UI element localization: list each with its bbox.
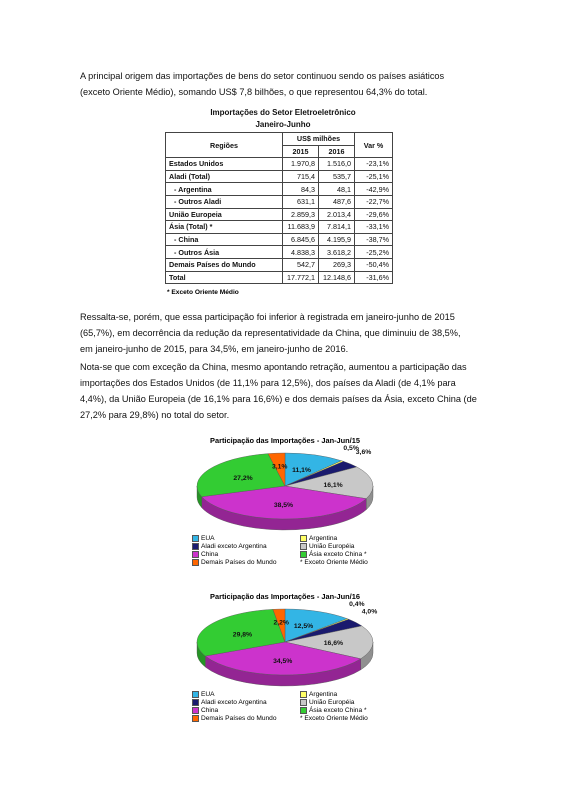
value-2016: 7.814,1	[319, 221, 355, 234]
value-var: -22,7%	[355, 195, 393, 208]
legend-swatch	[300, 707, 307, 714]
legend-swatch	[300, 551, 307, 558]
legend-label: EUA	[201, 691, 215, 698]
header-regions: Regiões	[166, 133, 283, 158]
value-2016: 48,1	[319, 183, 355, 196]
legend-swatch	[192, 715, 199, 722]
value-var: -25,1%	[355, 170, 393, 183]
legend-swatch	[300, 699, 307, 706]
legend-item-note	[300, 558, 368, 568]
paragraph-line: Nota-se que com exceção da China, mesmo apontando retração, aumentou a participação das	[80, 362, 467, 372]
legend-swatch	[192, 535, 199, 542]
legend-label: EUA	[201, 535, 215, 542]
row-label: - Outros Aladi	[166, 195, 283, 208]
table-title: Importações do Setor Eletroeletrônico	[210, 108, 356, 117]
table-row	[166, 271, 393, 284]
row-label: Total	[166, 271, 283, 284]
value-2015: 17.772,1	[283, 271, 319, 284]
legend-label: * Exceto Oriente Médio	[300, 715, 368, 722]
legend-label: Ásia exceto China *	[309, 551, 367, 558]
table-subtitle: Janeiro-Junho	[255, 120, 311, 129]
value-var: -25,2%	[355, 246, 393, 259]
paragraph-note	[80, 359, 500, 423]
value-var: -42,9%	[355, 183, 393, 196]
pie-svg	[180, 446, 390, 541]
pie-label-demais: 2,2%	[273, 619, 289, 627]
header-2016: 2016	[319, 145, 355, 158]
legend-label: Ásia exceto China *	[309, 707, 367, 714]
legend-swatch	[192, 699, 199, 706]
pie-label-asia: 27,2%	[233, 474, 253, 482]
row-label: Ásia (Total) *	[166, 221, 283, 234]
paragraph-line: em janeiro-junho de 2015, para 34,5%, em janeiro-junho de 2016.	[80, 344, 349, 354]
pie-label-argentina: 0,4%	[349, 601, 365, 608]
value-2015: 715,4	[283, 170, 319, 183]
paragraph-share	[80, 309, 500, 357]
imports-table	[165, 132, 393, 284]
legend-swatch	[300, 691, 307, 698]
row-label: União Europeia	[166, 208, 283, 221]
legend-label: União Européia	[309, 543, 355, 550]
value-2015: 6.845,6	[283, 233, 319, 246]
value-var: -50,4%	[355, 258, 393, 271]
paragraph-line: (exceto Oriente Médio), somando US$ 7,8 bilhões, o que representou 64,3% do total.	[80, 87, 428, 97]
pie-label-aladi: 3,6%	[355, 449, 372, 457]
chart-legend	[192, 690, 392, 730]
pie-chart-2016	[180, 592, 390, 732]
pie-label-demais: 3,1%	[271, 463, 288, 471]
legend-label: Aladi exceto Argentina	[201, 699, 267, 706]
row-label: Demais Países do Mundo	[166, 258, 283, 271]
pie-label-ue: 16,1%	[323, 481, 343, 489]
table-row	[166, 195, 393, 208]
paragraph-line: A principal origem das importações de bens do setor continuou sendo os países asiáticos	[80, 71, 445, 81]
paragraph-line: 4,4%), da União Europeia (de 16,1% para 16,6%) e dos demais países da Ásia, exceto China (de	[80, 394, 477, 404]
pie-label-asia: 29,8%	[232, 631, 253, 639]
header-usd: US$ milhões	[283, 133, 355, 146]
value-2015: 631,1	[283, 195, 319, 208]
value-2016: 2.013,4	[319, 208, 355, 221]
value-var: -38,7%	[355, 233, 393, 246]
value-2016: 3.618,2	[319, 246, 355, 259]
row-label: Aladi (Total)	[166, 170, 283, 183]
pie-label-eua: 12,5%	[293, 623, 314, 631]
legend-item-demais	[192, 558, 277, 568]
table-row	[166, 233, 393, 246]
paragraph-line: importações dos Estados Unidos (de 11,1% para 12,5%), dos países da Aladi (de 4,1% para	[80, 378, 456, 388]
header-2015: 2015	[283, 145, 319, 158]
legend-label: Argentina	[309, 691, 338, 698]
value-var: -29,6%	[355, 208, 393, 221]
table-row	[166, 221, 393, 234]
pie-label-eua: 11,1%	[292, 466, 311, 474]
legend-item-demais	[192, 714, 277, 724]
legend-label: China	[201, 707, 219, 714]
table-note: * Exceto Oriente Médio	[167, 289, 239, 296]
legend-swatch	[300, 543, 307, 550]
value-2015: 2.859,3	[283, 208, 319, 221]
value-2015: 4.838,3	[283, 246, 319, 259]
pie-label-ue: 16,6%	[323, 640, 344, 648]
value-var: -23,1%	[355, 158, 393, 171]
legend-swatch	[192, 691, 199, 698]
chart-title: Participação das Importações - Jan-Jun/16	[210, 592, 360, 601]
value-2015: 1.970,8	[283, 158, 319, 171]
legend-swatch	[192, 551, 199, 558]
value-2016: 487,6	[319, 195, 355, 208]
header-var: Var %	[355, 133, 393, 158]
pie-svg	[180, 602, 390, 697]
legend-label: Demais Países do Mundo	[201, 559, 277, 566]
legend-swatch	[192, 559, 199, 566]
row-label: - China	[166, 233, 283, 246]
legend-swatch	[192, 707, 199, 714]
legend-item-note	[300, 714, 368, 724]
row-label: - Argentina	[166, 183, 283, 196]
row-label: - Outros Ásia	[166, 246, 283, 259]
value-2016: 535,7	[319, 170, 355, 183]
legend-label: * Exceto Oriente Médio	[300, 559, 368, 566]
legend-label: Argentina	[309, 535, 338, 542]
value-var: -33,1%	[355, 221, 393, 234]
pie-label-argentina: 0,5%	[343, 445, 359, 452]
table-row	[166, 170, 393, 183]
value-2016: 12.148,6	[319, 271, 355, 284]
value-2016: 4.195,9	[319, 233, 355, 246]
chart-title: Participação das Importações - Jan-Jun/15	[210, 436, 360, 445]
value-2015: 84,3	[283, 183, 319, 196]
value-2016: 1.516,0	[319, 158, 355, 171]
legend-label: China	[201, 551, 219, 558]
table-row	[166, 183, 393, 196]
legend-label: Demais Países do Mundo	[201, 715, 277, 722]
paragraph-intro	[80, 68, 500, 100]
legend-label: União Européia	[309, 699, 355, 706]
table-row	[166, 158, 393, 171]
paragraph-line: Ressalta-se, porém, que essa participação foi inferior à registrada em janeiro-junho de 2015	[80, 312, 455, 322]
table-row	[166, 208, 393, 221]
paragraph-line: 27,2% para 29,8%) no total do setor.	[80, 410, 230, 420]
pie-chart-2015	[180, 436, 390, 576]
table-row	[166, 258, 393, 271]
chart-legend	[192, 534, 392, 574]
value-2016: 269,3	[319, 258, 355, 271]
legend-label: Aladi exceto Argentina	[201, 543, 267, 550]
table-row	[166, 246, 393, 259]
paragraph-line: (65,7%), em decorrência da redução da representatividade da China, que diminuiu de 38,5%,	[80, 328, 461, 338]
row-label: Estados Unidos	[166, 158, 283, 171]
legend-swatch	[300, 535, 307, 542]
value-2015: 542,7	[283, 258, 319, 271]
pie-label-china: 34,5%	[273, 658, 293, 666]
value-2015: 11.683,9	[283, 221, 319, 234]
pie-label-aladi: 4,0%	[361, 608, 378, 616]
legend-swatch	[192, 543, 199, 550]
value-var: -31,6%	[355, 271, 393, 284]
pie-label-china: 38,5%	[273, 502, 294, 510]
